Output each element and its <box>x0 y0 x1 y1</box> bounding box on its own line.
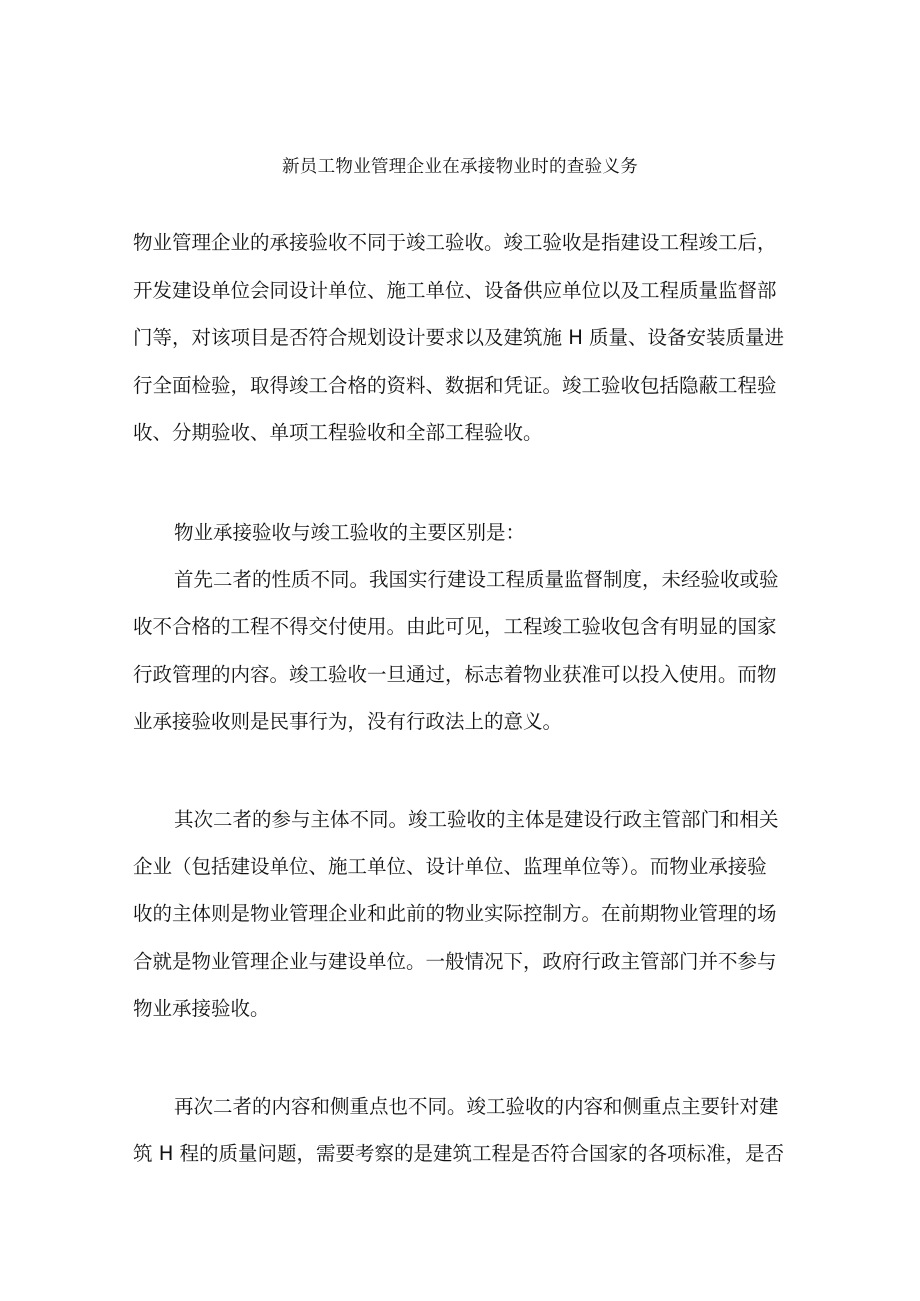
paragraph-line: 其次二者的参与主体不同。竣工验收的主体是建设行政主管部门和相关 <box>174 808 779 831</box>
paragraph-line: 再次二者的内容和侧重点也不同。竣工验收的内容和侧重点主要针对建 <box>174 1095 779 1118</box>
document-title: 新员工物业管理企业在承接物业时的查验义务 <box>282 157 638 177</box>
paragraph-line: 筑 H 程的质量问题，需要考察的是建筑工程是否符合国家的各项标准，是否 <box>133 1142 785 1165</box>
paragraph-line: 门等，对该项目是否符合规划设计要求以及建筑施 H 质量、设备安装质量进 <box>133 326 785 349</box>
paragraph-line: 行全面检验，取得竣工合格的资料、数据和凭证。竣工验收包括隐蔽工程验 <box>133 374 777 397</box>
paragraph-line: 行政管理的内容。竣工验收一旦通过，标志着物业获准可以投入使用。而物 <box>133 663 777 686</box>
paragraph-line: 合就是物业管理企业与建设单位。一般情况下，政府行政主管部门并不参与 <box>133 950 777 973</box>
paragraph-line: 物业承接验收与竣工验收的主要区别是： <box>174 521 526 544</box>
paragraph-line: 收、分期验收、单项工程验收和全部工程验收。 <box>133 421 543 444</box>
paragraph-line: 开发建设单位会同设计单位、施工单位、设备供应单位以及工程质量监督部 <box>133 279 777 302</box>
paragraph-line: 物业承接验收。 <box>133 997 270 1020</box>
paragraph-line: 收不合格的工程不得交付使用。由此可见，工程竣工验收包含有明显的国家 <box>133 615 777 638</box>
paragraph-line: 企业（包括建设单位、施工单位、设计单位、监理单位等）。而物业承接验 <box>133 855 767 878</box>
paragraph-line: 物业管理企业的承接验收不同于竣工验收。竣工验收是指建设工程竣工后， <box>133 231 777 254</box>
paragraph-line: 收的主体则是物业管理企业和此前的物业实际控制方。在前期物业管理的场 <box>133 902 777 925</box>
paragraph-line: 首先二者的性质不同。我国实行建设工程质量监督制度，未经验收或验 <box>174 568 779 591</box>
paragraph-line: 业承接验收则是民事行为，没有行政法上的意义。 <box>133 710 563 733</box>
